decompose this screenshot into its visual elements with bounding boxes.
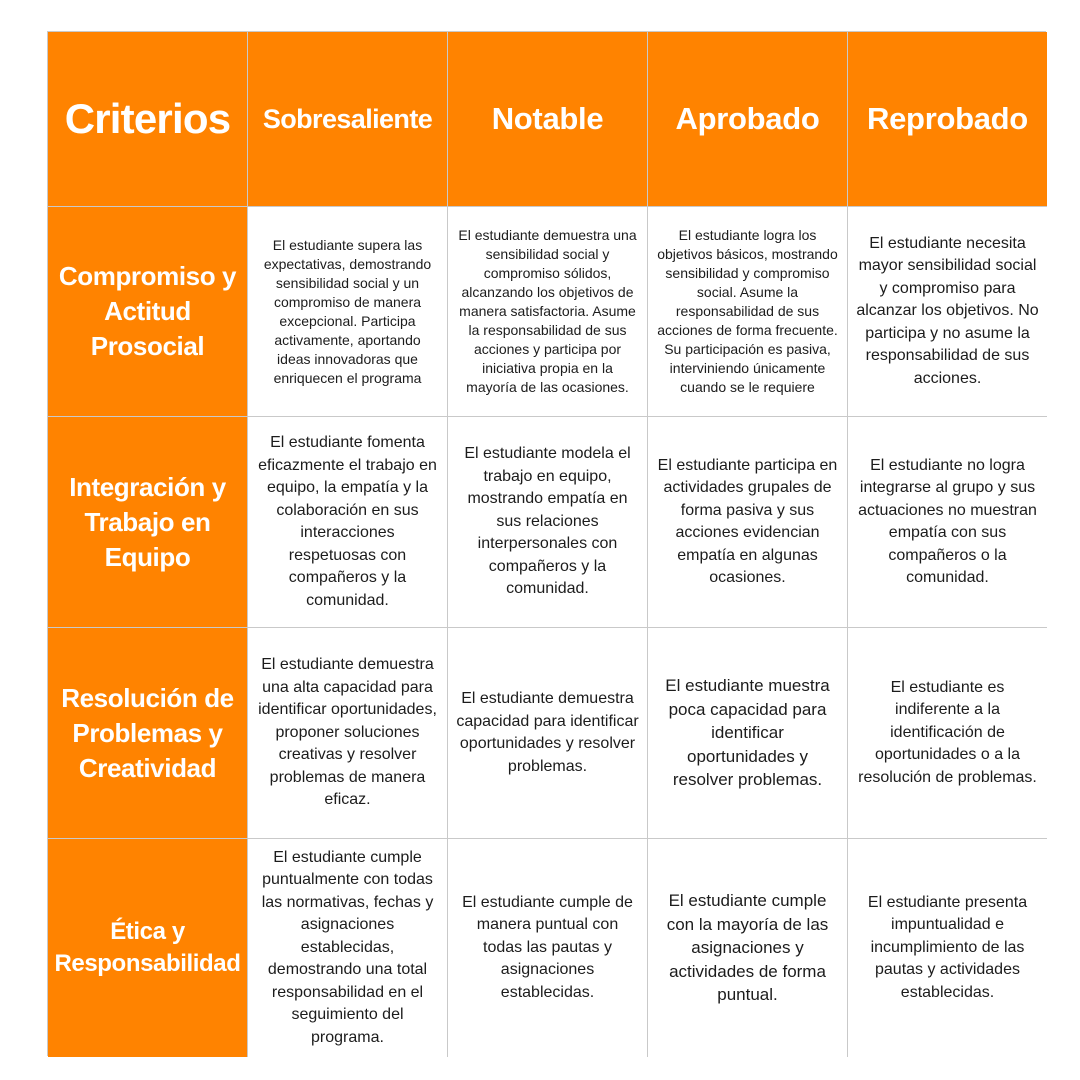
cell-resolucion-notable — [448, 628, 648, 839]
criterion-label: Resolución de Problemas y Creatividad — [61, 682, 234, 783]
header-sobresaliente-label: Sobresaliente — [262, 103, 433, 134]
cell-integracion-sobresaliente — [248, 417, 448, 628]
cell-etica-notable — [448, 839, 648, 1057]
criterion-compromiso — [48, 207, 248, 417]
header-notable-label: Notable — [491, 101, 604, 136]
cell-compromiso-notable — [448, 207, 648, 417]
cell-text: El estudiante demuestra capacidad para identificar oportunidades y resolver problemas. — [456, 690, 639, 775]
header-criterios-label: Criterios — [64, 95, 231, 142]
cell-text: El estudiante muestra poca capacidad para identificar oportunidades y resolver problemas. — [665, 676, 830, 790]
cell-text: El estudiante es indiferente a la identificación de oportunidades o a la resolución de problemas. — [858, 678, 1037, 786]
criterion-label: Ética y Responsabilidad — [54, 918, 241, 977]
rubric-table — [47, 31, 1046, 1056]
cell-text: El estudiante cumple puntualmente con todas las normativas, fechas y asignaciones establecidas, demostrando una total responsabilidad en el seguimiento del programa. — [261, 848, 434, 1046]
header-notable — [448, 32, 648, 207]
cell-text: El estudiante modela el trabajo en equipo, mostrando empatía en sus relaciones interpersonales con compañeros y la comunidad. — [464, 445, 631, 598]
cell-text: El estudiante no logra integrarse al grupo y sus actuaciones no muestran empatía con sus compañeros o la comunidad. — [858, 456, 1037, 586]
criterion-etica — [48, 839, 248, 1057]
cell-integracion-reprobado — [848, 417, 1047, 628]
cell-text: El estudiante logra los objetivos básicos, mostrando sensibilidad y compromiso social. Asume la responsabilidad de sus acciones de forma frecuente. Su participación es pasiva, interviniendo únicamente cuando se le requiere — [657, 227, 838, 395]
header-aprobado-label: Aprobado — [675, 101, 820, 136]
cell-text: El estudiante presenta impuntualidad e incumplimiento de las pautas y actividades establecidas. — [867, 893, 1028, 1001]
criterion-resolucion — [48, 628, 248, 839]
cell-text: El estudiante necesita mayor sensibilidad social y compromiso para alcanzar los objetivos. No participa y no asume la responsabilidad de sus acciones. — [856, 234, 1039, 387]
cell-text: El estudiante supera las expectativas, demostrando sensibilidad social y un compromiso de manera excepcional. Participa activamente, aportando ideas innovadoras que enriquecen el programa — [263, 236, 432, 386]
cell-integracion-notable — [448, 417, 648, 628]
criterion-integracion — [48, 417, 248, 628]
cell-text: El estudiante participa en actividades grupales de forma pasiva y sus acciones evidencian empatía en algunas ocasiones. — [657, 456, 838, 586]
cell-etica-reprobado — [848, 839, 1047, 1057]
cell-compromiso-sobresaliente — [248, 207, 448, 417]
cell-text: El estudiante demuestra una sensibilidad social y compromiso sólidos, alcanzando los objetivos de manera satisfactoria. Asume la responsabilidad de sus acciones y participa por iniciativa propia en la mayoría de las ocasiones. — [458, 227, 637, 395]
header-criterios — [48, 32, 248, 207]
cell-text: El estudiante fomenta eficazmente el trabajo en equipo, la empatía y la colaboración en sus interacciones respetuosas con compañeros y la comunidad. — [258, 434, 437, 609]
cell-compromiso-reprobado — [848, 207, 1047, 417]
cell-resolucion-reprobado — [848, 628, 1047, 839]
cell-text: El estudiante cumple de manera puntual con todas las pautas y asignaciones establecidas. — [462, 893, 633, 1001]
cell-etica-sobresaliente — [248, 839, 448, 1057]
header-aprobado — [648, 32, 848, 207]
criterion-label: Integración y Trabajo en Equipo — [69, 471, 226, 572]
header-sobresaliente — [248, 32, 448, 207]
criterion-label: Compromiso y Actitud Prosocial — [58, 261, 237, 361]
cell-resolucion-sobresaliente — [248, 628, 448, 839]
header-reprobado-label: Reprobado — [867, 101, 1028, 136]
cell-etica-aprobado — [648, 839, 848, 1057]
cell-text: El estudiante demuestra una alta capacidad para identificar oportunidades, proponer soluciones creativas y resolver problemas de manera eficaz. — [258, 656, 437, 809]
cell-resolucion-aprobado — [648, 628, 848, 839]
header-reprobado — [848, 32, 1047, 207]
cell-integracion-aprobado — [648, 417, 848, 628]
cell-compromiso-aprobado — [648, 207, 848, 417]
cell-text: El estudiante cumple con la mayoría de las asignaciones y actividades de forma puntual. — [666, 891, 829, 1005]
